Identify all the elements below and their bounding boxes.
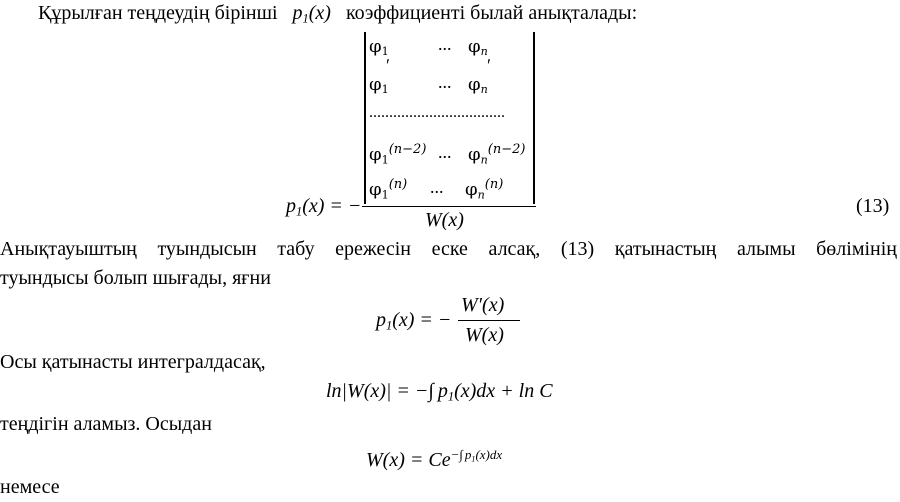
det-row-2-right	[468, 74, 488, 96]
eq2-lhs	[376, 309, 451, 333]
phi-subscript: n	[480, 83, 488, 97]
p-subscript: 1	[302, 11, 309, 26]
phi-subscript: 1	[381, 83, 389, 97]
det-row-3-dots: ...	[438, 142, 452, 162]
phi-symbol: φ	[369, 36, 382, 57]
eq2-fraction-bar	[458, 320, 520, 321]
eq2-p: p	[376, 309, 386, 331]
paragraph-or: немесе	[0, 476, 60, 498]
det-dotted-row: ..................................	[369, 104, 505, 121]
phi-symbol: φ	[369, 144, 382, 166]
det-row-3-left	[369, 142, 426, 166]
det-row-2-dots: ...	[438, 72, 452, 92]
eq3-right: (x)dx + ln C	[454, 380, 553, 402]
phi-subscript: n	[480, 45, 488, 59]
paragraph-hence: теңдігін аламыз. Осыдан	[0, 413, 212, 435]
prime-mark-right: ʹ	[487, 55, 491, 75]
phi-superscript: (n)	[388, 177, 408, 192]
phi-symbol: φ	[369, 74, 382, 95]
phi-symbol: φ	[468, 144, 481, 166]
p1-symbol	[293, 2, 331, 24]
eq4-exp-integral: −∫	[450, 447, 463, 462]
phi-subscript: n	[477, 188, 485, 202]
equation-integral-log	[326, 380, 553, 404]
det-row-4-left	[369, 177, 407, 201]
phi-superscript: (n−2)	[388, 142, 427, 157]
phi-symbol: φ	[465, 179, 478, 201]
determinant-left-bar	[364, 32, 366, 204]
equation-number-13: (13)	[856, 195, 890, 217]
det-row-4-right	[465, 177, 503, 201]
eq2-arg: (x) = −	[392, 309, 452, 331]
phi-superscript: (n)	[484, 177, 504, 192]
eq13-lhs	[286, 195, 361, 219]
eq2-p-sub: 1	[386, 318, 393, 333]
paragraph-integrate: Осы қатынасты интегралдасақ,	[0, 351, 266, 373]
det-row-4-dots: ...	[430, 177, 444, 197]
eq3-p-sub: 1	[447, 389, 455, 404]
eq4-base: W(x) = Ce	[366, 449, 451, 472]
eq2-numerator: W′(x)	[461, 294, 505, 316]
eq3-left: ln|W(x)| = −∫	[326, 380, 434, 402]
paragraph-coefficient-intro	[38, 2, 637, 26]
phi-symbol: φ	[468, 74, 481, 95]
eq13-p: p	[286, 195, 296, 217]
det-row-1-dots: ...	[438, 34, 452, 54]
phi-subscript: 1	[381, 45, 389, 59]
intro-text-before: Құрылған теңдеудің бірінші	[38, 2, 278, 24]
eq13-denominator: W(x)	[425, 209, 464, 231]
eq4-exp-sub: 1	[471, 454, 476, 464]
determinant-right-bar	[533, 32, 535, 204]
paragraph-derivative-line-2: туындысы болып шығады, яғни	[0, 267, 271, 289]
det-row-2-left	[369, 74, 389, 96]
eq4-exp-p: p	[464, 447, 472, 462]
eq13-p-sub: 1	[296, 204, 303, 219]
eq3-p: p	[437, 380, 448, 402]
eq13-arg: (x) = −	[302, 195, 362, 217]
phi-subscript: 1	[381, 188, 389, 202]
eq13-fraction-bar	[362, 206, 536, 207]
paragraph-derivative-line-1: Анықтауыштың туындысын табу ережесін еске алсақ, (13) қатынастың алымы бөлімінің	[0, 238, 897, 260]
det-row-3-right	[468, 142, 525, 166]
prime-mark-left: ʹ	[386, 55, 390, 75]
phi-symbol: φ	[468, 36, 481, 57]
p-argument: (x)	[308, 2, 331, 24]
phi-superscript: (n−2)	[487, 142, 526, 157]
p-letter: p	[292, 2, 303, 24]
eq2-denominator: W(x)	[465, 324, 504, 346]
eq4-exponent	[451, 447, 503, 462]
det-row-1-right	[468, 36, 488, 58]
phi-symbol: φ	[369, 179, 382, 201]
equation-wronskian-solution	[366, 447, 502, 472]
phi-subscript: 1	[381, 153, 389, 167]
phi-subscript: n	[480, 153, 488, 167]
eq4-exp-after: (x)dx	[475, 447, 503, 462]
intro-text-after: коэффициенті былай анықталады:	[345, 2, 638, 24]
